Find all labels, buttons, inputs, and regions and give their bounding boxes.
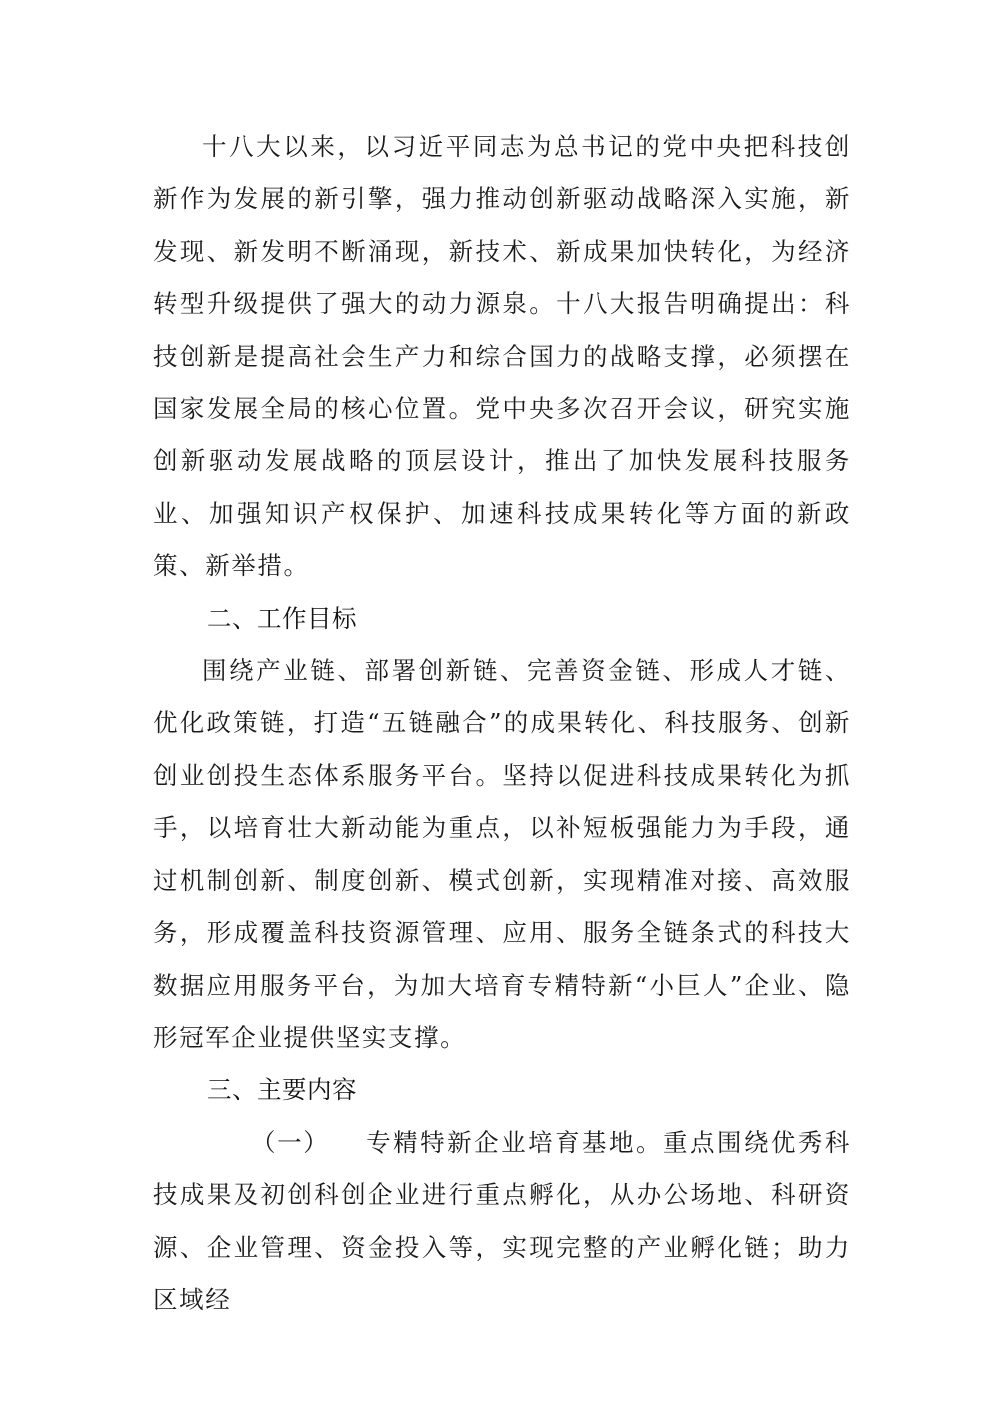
section-heading-content: 三、主要内容 [207,1075,357,1105]
document-body [153,121,851,1326]
subsection-title: 专精特新企业培育基地。 [365,1127,663,1157]
section-heading-goals: 二、工作目标 [207,603,357,633]
subsection-number: （一） [251,1127,330,1157]
paragraph-goals: 围绕产业链、部署创新链、完善资金链、形成人才链、优化政策链，打造“五链融合”的成果转化、科技服务、创新创业创投生态体系服务平台。坚持以促进科技成果转化为抓手，以培育壮大新动能为重点，以补短板强能力为手段，通过机制创新、制度创新、模式创新，实现精准对接、高效服务，形成覆盖科技资源管理、应用、服务全链条式的科技大数据应用服务平台，为加大培育专精特新“小巨人”企业、隐形冠军企业提供坚实支撑。 [153,656,851,1052]
subsection-text: 重点围绕优秀科技成果及初创科创企业进行重点孵化，从办公场地、科研资源、企业管理、资金投入等，实现完整的产业孵化链；助力区域经 [153,1127,851,1314]
paragraph-incubation-base [153,1117,851,1327]
paragraph-background: 十八大以来，以习近平同志为总书记的党中央把科技创新作为发展的新引擎，强力推动创新驱动战略深入实施，新发现、新发明不断涌现，新技术、新成果加快转化，为经济转型升级提供了强大的动力源泉。十八大报告明确提出：科技创新是提高社会生产力和综合国力的战略支撑，必须摆在国家发展全局的核心位置。党中央多次召开会议，研究实施创新驱动发展战略的顶层设计，推出了加快发展科技服务业、加强知识产权保护、加速科技成果转化等方面的新政策、新举措。 [153,132,851,581]
